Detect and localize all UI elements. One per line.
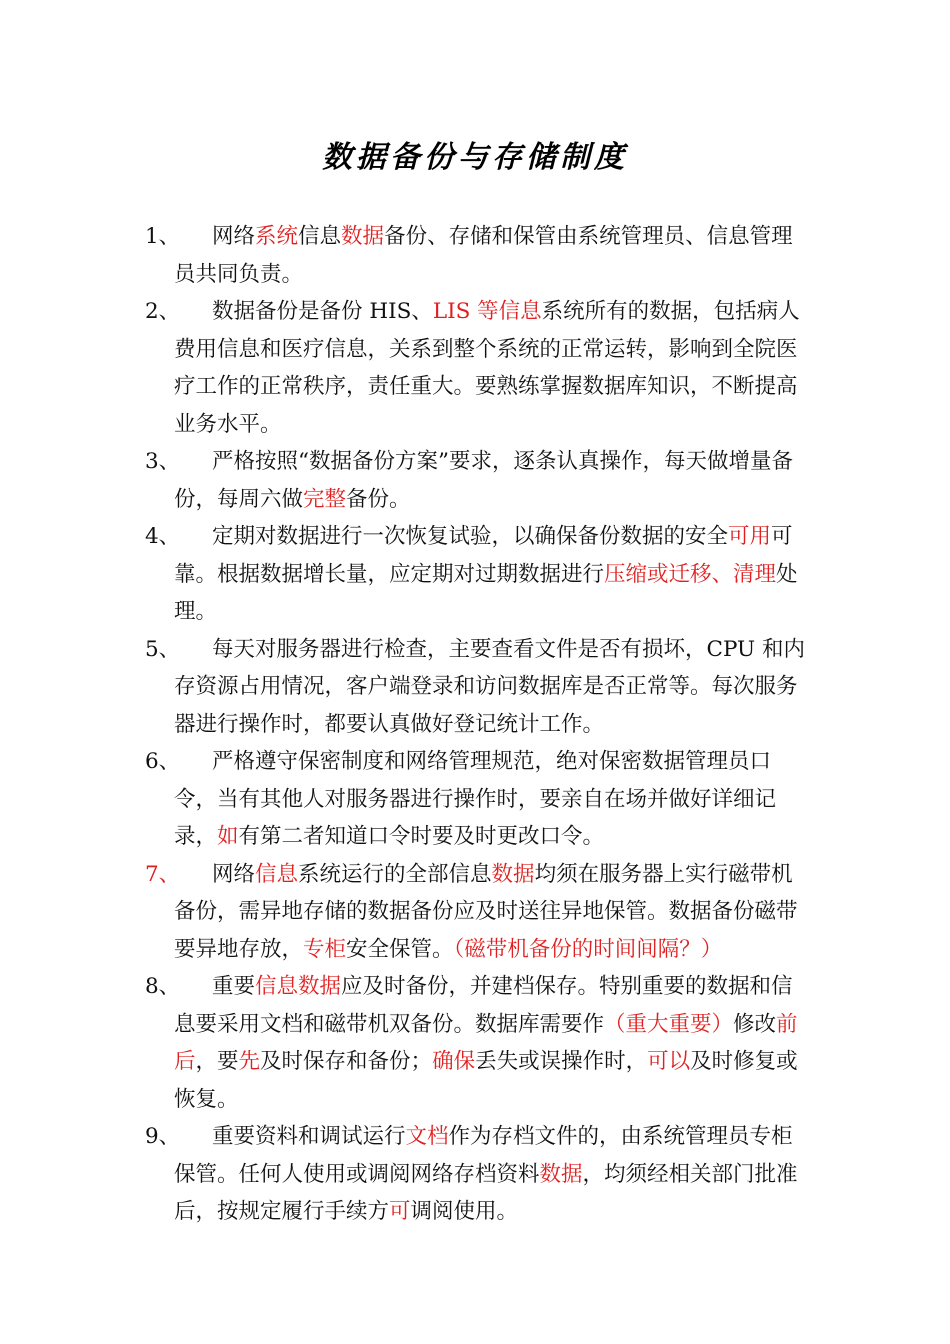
text-segment: 及时修复或恢复。 [174, 1049, 798, 1112]
text-segment: 严格按照“数据备份方案”要求，逐条认真操作，每天做增量备份，每周六做 [174, 449, 793, 512]
text-segment: 定期对数据进行一次恢复试验，以确保备份数据的安全 [212, 524, 729, 549]
rule-item [0, 518, 809, 631]
text-segment: 及时保存和备份； [260, 1049, 433, 1074]
rule-item [0, 293, 809, 443]
text-segment: ，要 [195, 1049, 239, 1074]
text-segment: 调阅使用。 [410, 1199, 519, 1224]
rule-item [0, 631, 809, 744]
text-segment: 备份、存储和保管由系统管理员、信息管理员共同负责。 [174, 224, 793, 287]
highlighted-text: 确保 [432, 1049, 476, 1074]
rule-item [0, 968, 809, 1118]
text-segment: 修改 [733, 1011, 777, 1037]
rule-number: 8、 [145, 974, 181, 999]
rule-number: 5、 [145, 636, 181, 662]
rule-number: 7、 [145, 861, 181, 887]
rule-item [0, 443, 809, 518]
rule-number: 3、 [145, 449, 181, 474]
rule-text [174, 518, 809, 631]
rule-text [174, 856, 809, 969]
rule-number: 9、 [145, 1124, 181, 1149]
text-segment: 处理。 [174, 561, 798, 624]
rule-text [174, 443, 809, 518]
rule-number: 1、 [145, 224, 181, 249]
text-segment: ，均须经相关部门批准后，按规定履行手续方 [174, 1161, 798, 1224]
highlighted-text: （磁带机备份的时间间隔？） [453, 936, 723, 962]
text-segment: 均须在服务器上实行磁带机备份，需异地存储的数据备份应及时送往异地保管。数据备份磁带要异地存放， [174, 861, 798, 962]
document-title: 数据备份与存储制度 [322, 140, 628, 175]
text-segment: 网络 [212, 224, 256, 249]
highlighted-text: 可以 [647, 1049, 691, 1074]
highlighted-text: 专柜 [303, 936, 347, 962]
rule-text [174, 1118, 809, 1231]
text-segment: 严格遵守保密制度和网络管理规范，绝对保密数据管理员口令，当有其他人对服务器进行操作时，要亲自在场并做好详细记录， [174, 749, 777, 849]
rule-text [174, 293, 809, 443]
highlighted-text: 数据 [341, 224, 385, 249]
text-segment: 重要资料和调试运行 [212, 1124, 406, 1149]
text-segment: 系统运行的全部信息 [298, 861, 492, 887]
text-segment: 网络 [212, 861, 256, 887]
highlighted-text: 完整 [303, 486, 347, 512]
text-segment: 安全保管。 [346, 936, 454, 962]
highlighted-text: 如 [217, 824, 239, 849]
rule-item [0, 218, 809, 293]
text-segment: 应及时备份，并建档保存。特别重要的数据和信息要采用文档和磁带机双备份。数据库需要作 [174, 974, 793, 1037]
highlighted-text: 信息 [255, 861, 299, 887]
rule-text [174, 743, 809, 856]
rule-text [174, 968, 809, 1118]
highlighted-text: 压缩或迁移、清理 [604, 561, 777, 587]
highlighted-text: 可 [389, 1199, 411, 1224]
highlighted-text: LIS 等信息 [432, 299, 542, 324]
highlighted-text: 可用 [728, 524, 772, 549]
rule-number: 4、 [145, 524, 181, 549]
rule-item [0, 743, 809, 856]
text-segment: 数据备份是备份 HIS、 [212, 299, 433, 324]
text-segment: 可靠。根据数据增长量，应定期对过期数据进行 [174, 524, 793, 587]
highlighted-text: 数据 [539, 1161, 583, 1187]
text-segment: 系统所有的数据，包括病人费用信息和医疗信息，关系到整个系统的正常运转，影响到全院医疗工作的正常秩序，责任重大。要熟练掌握数据库知识，不断提高业务水平。 [174, 299, 800, 437]
highlighted-text: 信息数据 [255, 974, 342, 999]
rule-item [0, 856, 809, 969]
highlighted-text: （重大重要） [604, 1011, 734, 1037]
text-segment: 信息 [298, 224, 342, 249]
text-segment: 重要 [212, 974, 256, 999]
highlighted-text: 系统 [255, 224, 299, 249]
rule-item [0, 1118, 809, 1231]
highlighted-text: 数据 [491, 861, 535, 887]
text-segment: 备份。 [346, 486, 411, 512]
text-segment: 作为存档文件的，由系统管理员专柜保管。任何人使用或调阅网络存档资料 [174, 1124, 793, 1187]
highlighted-text: 先 [238, 1049, 261, 1074]
rule-text [174, 218, 809, 293]
rules-list [0, 218, 950, 1231]
highlighted-text: 前后 [174, 1011, 798, 1074]
rule-text [174, 631, 809, 744]
text-segment: 有第二者知道口令时要及时更改口令。 [238, 824, 605, 849]
text-segment: 每天对服务器进行检查，主要查看文件是否有损坏，CPU 和内存资源占用情况，客户端登录和访问数据库是否正常等。每次服务器进行操作时，都要认真做好登记统计工作。 [174, 636, 805, 737]
highlighted-text: 文档 [405, 1124, 449, 1149]
text-segment: 丢失或误操作时， [475, 1049, 648, 1074]
rule-number: 2、 [145, 299, 181, 324]
rule-number: 6、 [145, 749, 181, 774]
